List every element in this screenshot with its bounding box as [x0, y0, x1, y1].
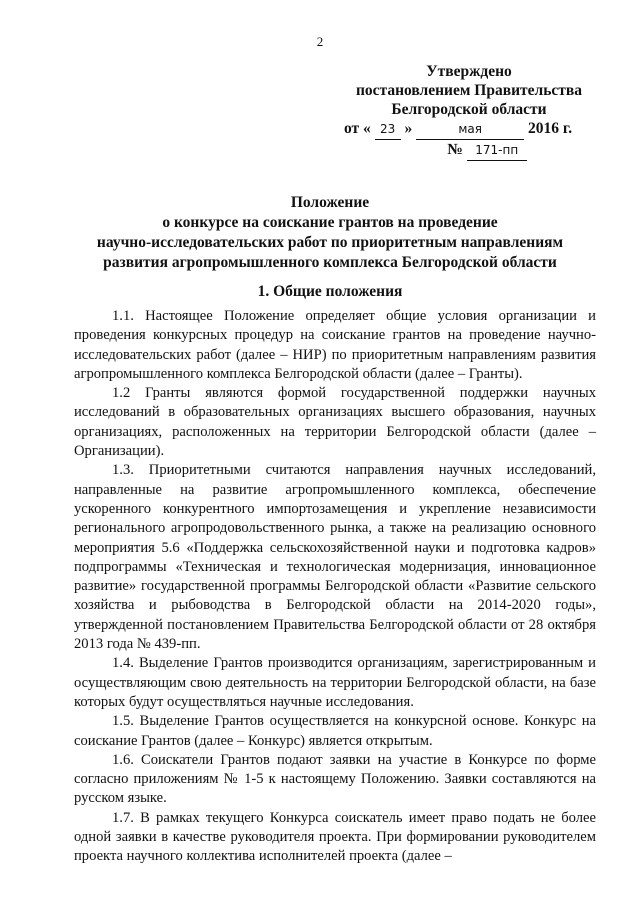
- approval-stamp: [344, 62, 594, 161]
- approval-date: [344, 119, 594, 140]
- title-line-3: научно-исследовательских работ по приоритетным направлениям: [96, 234, 564, 251]
- paragraph-1-1: 1.1. Настоящее Положение определяет общие условия организации и проведения конкурсных процедур на соискание грантов на проведение научно-исследовательских работ (далее – НИР) по приоритетным направлениям развития агропромышленного комплекса Белгородской области (далее – Гранты).: [74, 308, 596, 382]
- document-body: [74, 307, 596, 867]
- date-prefix: от «: [344, 120, 371, 137]
- paragraph-1-3: 1.3. Приоритетными считаются направления научных исследований, направленные на развитие агропромышленного комплекса, обеспечение ускоренного конкурентного импортозамещения и укрепление независимости регионального агропродовольственного рынка, а также на реализацию основного мероприятия 5.6 «Поддержка сельскохозяйственной науки и подготовка кадров» подпрограммы «Техническая и технологическая модернизация, инновационное развитие» государственной программы Белгородской области «Развитие сельского хозяйства и рыбоводства в Белгородской области на 2014-2020 годы», утвержденной постановлением Правительства Белгородской области от 28 октября 2013 года № 439-пп.: [74, 462, 596, 653]
- title-line-2: о конкурсе на соискание грантов на проведение: [162, 214, 498, 231]
- paragraph-1-5: 1.5. Выделение Грантов осуществляется на конкурсной основе. Конкурс на соискание Грантов (далее – Конкурс) является открытым.: [74, 713, 596, 749]
- date-day: 23: [375, 120, 401, 140]
- paragraph-1-7: 1.7. В рамках текущего Конкурса соискатель имеет право подать не более одной заявки в качестве руководителя проекта. При формировании руководителем проекта научного коллектива исполнителей проекта (далее –: [74, 809, 596, 865]
- page-number: 2: [316, 34, 324, 49]
- approval-line-2: постановлением Правительства: [355, 82, 583, 99]
- title-line-1: Положение: [290, 194, 370, 211]
- date-mid: »: [404, 120, 413, 137]
- paragraph-1-2: 1.2 Гранты являются формой государственной поддержки научных исследований в образовательных организациях высшего образования, научных организациях, расположенных на территории Белгородской области (далее – Организации).: [74, 385, 596, 460]
- document-title: [60, 193, 600, 273]
- date-year: 2016 г.: [528, 120, 573, 137]
- section-heading: 1. Общие положения: [257, 283, 403, 300]
- number-value: 171-пп: [467, 141, 527, 161]
- title-line-4: развития агропромышленного комплекса Белгородской области: [103, 254, 557, 271]
- approval-number: [344, 140, 594, 161]
- number-prefix: №: [447, 141, 463, 158]
- approval-line-1: Утверждено: [426, 63, 512, 80]
- paragraph-1-4: 1.4. Выделение Грантов производится организациям, зарегистрированным и осуществляющим свою деятельность на территории Белгородской области, на базе которых будут осуществляться научные исследования.: [74, 655, 596, 710]
- paragraph-1-6: 1.6. Соискатели Грантов подают заявки на участие в Конкурсе по форме согласно приложениям № 1-5 к настоящему Положению. Заявки составляются на русском языке.: [74, 751, 596, 807]
- approval-line-3: Белгородской области: [391, 101, 547, 118]
- date-month: мая: [416, 120, 524, 140]
